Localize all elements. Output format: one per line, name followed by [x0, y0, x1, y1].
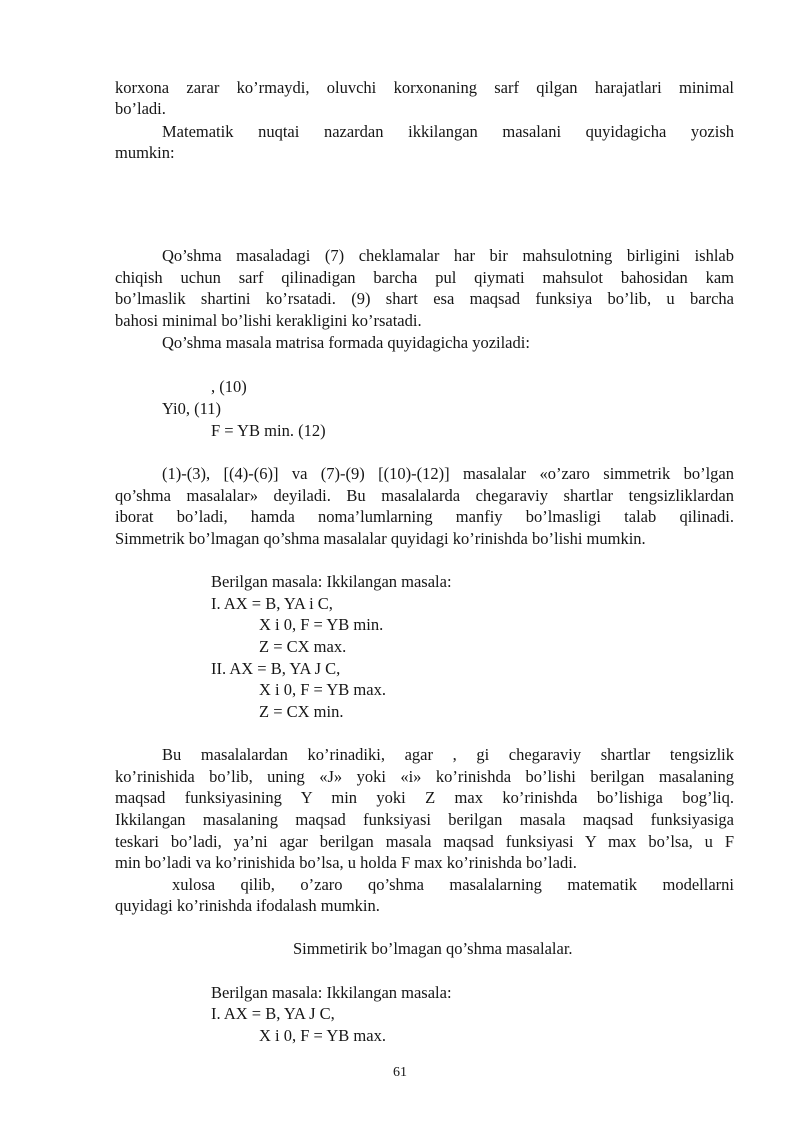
formula-11: Yi0, (11) — [162, 399, 221, 418]
paragraph-1-line-2: bo’ladi. — [115, 99, 166, 118]
paragraph-5-line-4: Simmetrik bo’lmagan qo’shma masalalar quyidagi ko’rinishda bo’lishi mumkin. — [115, 529, 646, 548]
table-1-row-1: I. AX = B, YA i C, — [211, 594, 333, 613]
table-1-header: Berilgan masala: Ikkilangan masala: — [211, 572, 452, 591]
paragraph-6-line-5: teskari bo’ladi, ya’ni agar berilgan masala maqsad funksiyasi Y max bo’lsa, u F — [115, 832, 734, 851]
paragraph-2-line-1: Matematik nuqtai nazardan ikkilangan masalani quyidagicha yozish — [162, 122, 734, 141]
paragraph-6-line-1: Bu masalalardan ko’rinadiki, agar , gi chegaraviy shartlar tengsizlik — [162, 745, 734, 764]
paragraph-3-line-3: bo’lmaslik shartini ko’rsatadi. (9) shart esa maqsad funksiya bo’lib, u barcha — [115, 289, 734, 308]
paragraph-4-line-1: Qo’shma masala matrisa formada quyidagicha yoziladi: — [162, 333, 530, 352]
paragraph-3-line-1: Qo’shma masaladagi (7) cheklamalar har bir mahsulotning birligini ishlab — [162, 246, 734, 265]
paragraph-3-line-2: chiqish uchun sarf qilinadigan barcha pul qiymati mahsulot bahosidan kam — [115, 268, 734, 287]
table-1-row-4: II. AX = B, YA J C, — [211, 659, 341, 678]
table-2-row-2: X i 0, F = YB max. — [259, 1026, 386, 1045]
table-1-row-3: Z = CX max. — [259, 637, 347, 656]
paragraph-6-line-2: ko’rinishida bo’lib, uning «J» yoki «i» ko’rinishda bo’lishi berilgan masalaning — [115, 767, 734, 786]
paragraph-5-line-2: qo’shma masalalar» deyiladi. Bu masalalarda chegaraviy shartlar tengsizliklardan — [115, 486, 734, 505]
paragraph-7-line-1: xulosa qilib, o’zaro qo’shma masalalarning matematik modellarni — [172, 875, 734, 894]
page-number: 61 — [393, 1065, 407, 1080]
formula-10: , (10) — [211, 377, 247, 396]
table-1-row-5: X i 0, F = YB max. — [259, 680, 386, 699]
paragraph-5-line-3: iborat bo’ladi, hamda noma’lumlarning manfiy bo’lmasligi talab qilinadi. — [115, 507, 734, 526]
formula-12: F = YB min. (12) — [211, 421, 326, 440]
table-1-row-6: Z = CX min. — [259, 702, 344, 721]
table-2-header: Berilgan masala: Ikkilangan masala: — [211, 983, 452, 1002]
section-title: Simmetirik bo’lmagan qo’shma masalalar. — [293, 939, 573, 958]
paragraph-6-line-3: maqsad funksiyasining Y min yoki Z max ko’rinishda bo’lishiga bog’liq. — [115, 788, 734, 807]
paragraph-5-line-1: (1)-(3), [(4)-(6)] va (7)-(9) [(10)-(12)] masalalar «o’zaro simmetrik bo’lgan — [162, 464, 734, 483]
table-1-row-2: X i 0, F = YB min. — [259, 615, 384, 634]
table-2-row-1: I. AX = B, YA J C, — [211, 1004, 335, 1023]
paragraph-3-line-4: bahosi minimal bo’lishi kerakligini ko’rsatadi. — [115, 311, 422, 330]
paragraph-6-line-6: min bo’ladi va ko’rinishida bo’lsa, u holda F max ko’rinishda bo’ladi. — [115, 853, 577, 872]
paragraph-7-line-2: quyidagi ko’rinishda ifodalash mumkin. — [115, 896, 380, 915]
paragraph-1-line-1: korxona zarar ko’rmaydi, oluvchi korxonaning sarf qilgan harajatlari minimal — [115, 78, 734, 97]
paragraph-6-line-4: Ikkilangan masalaning maqsad funksiyasi berilgan masala maqsad funksiyasiga — [115, 810, 734, 829]
paragraph-2-line-2: mumkin: — [115, 143, 175, 162]
